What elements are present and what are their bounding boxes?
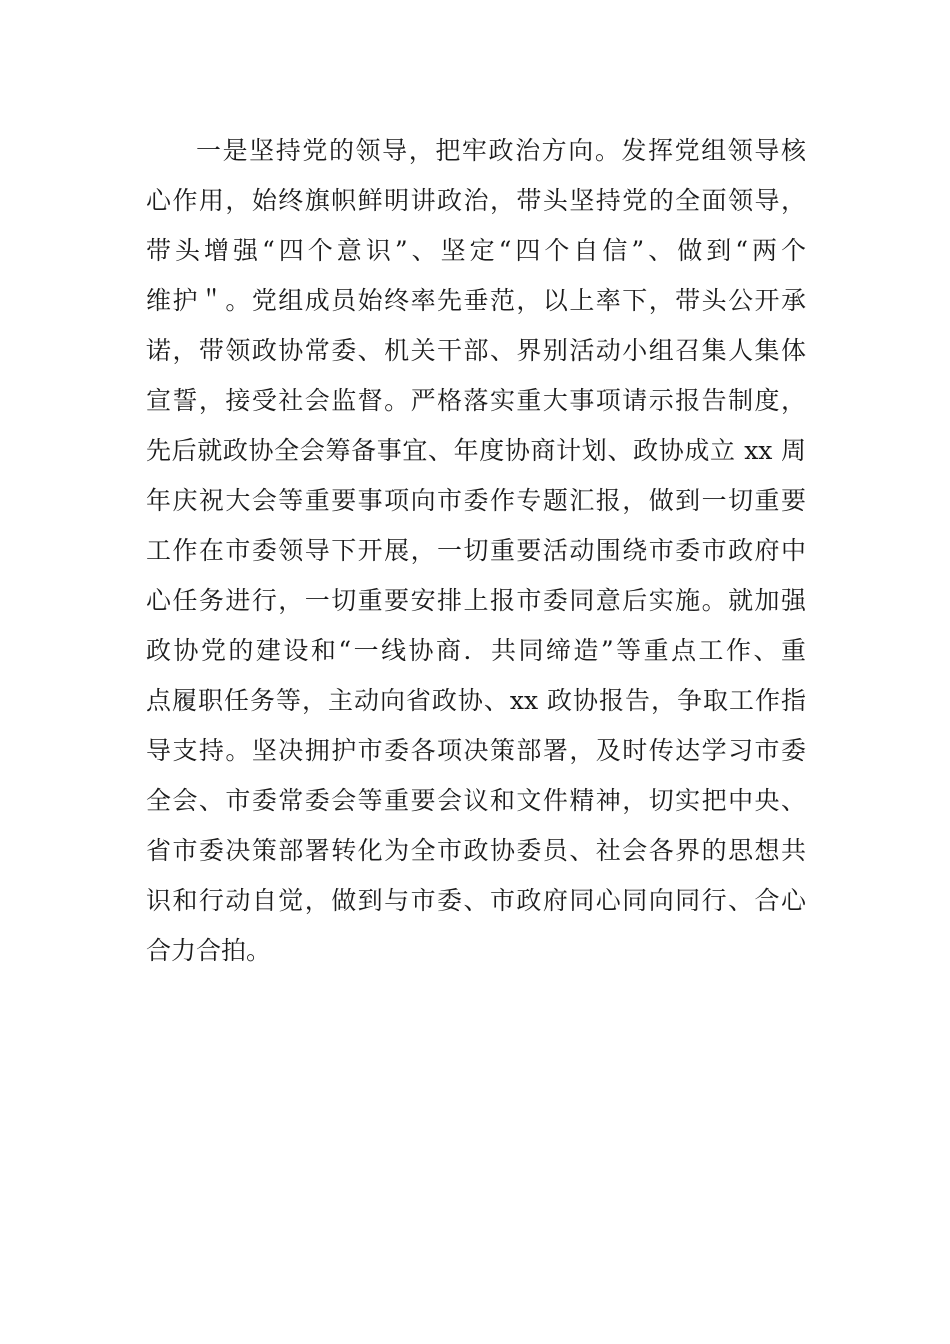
paragraph-line: 点履职任务等，主动向省政协、xx 政协报告，争取工作指 (146, 686, 806, 715)
paragraph-line: 合力合拍。 (146, 936, 272, 965)
paragraph-line: 政协党的建设和“一线协商．共同缔造”等重点工作、重 (146, 636, 806, 665)
paragraph-line: 省市委决策部署转化为全市政协委员、社会各界的思想共 (146, 836, 806, 865)
paragraph-line: 一是坚持党的领导，把牢政治方向。发挥党组领导核 (196, 136, 806, 165)
body-paragraph (146, 126, 806, 976)
paragraph-line: 宣誓，接受社会监督。严格落实重大事项请示报告制度， (146, 386, 806, 415)
paragraph-line: 导支持。坚决拥护市委各项决策部署，及时传达学习市委 (146, 736, 806, 765)
paragraph-line: 先后就政协全会筹备事宜、年度协商计划、政协成立 xx 周 (146, 436, 806, 465)
paragraph-line: 识和行动自觉，做到与市委、市政府同心同向同行、合心 (146, 886, 806, 915)
paragraph-line: 全会、市委常委会等重要会议和文件精神，切实把中央、 (146, 786, 806, 815)
paragraph-line: 维护＂。党组成员始终率先垂范，以上率下，带头公开承 (146, 286, 806, 315)
paragraph-line: 年庆祝大会等重要事项向市委作专题汇报，做到一切重要 (146, 486, 806, 515)
paragraph-line: 工作在市委领导下开展，一切重要活动围绕市委市政府中 (146, 536, 806, 565)
paragraph-line: 带头增强“四个意识”、坚定“四个自信”、做到“两个 (146, 236, 806, 265)
paragraph-line: 心任务进行，一切重要安排上报市委同意后实施。就加强 (146, 586, 806, 615)
paragraph-line: 诺，带领政协常委、机关干部、界别活动小组召集人集体 (146, 336, 806, 365)
paragraph-line: 心作用，始终旗帜鲜明讲政治，带头坚持党的全面领导， (146, 186, 806, 215)
